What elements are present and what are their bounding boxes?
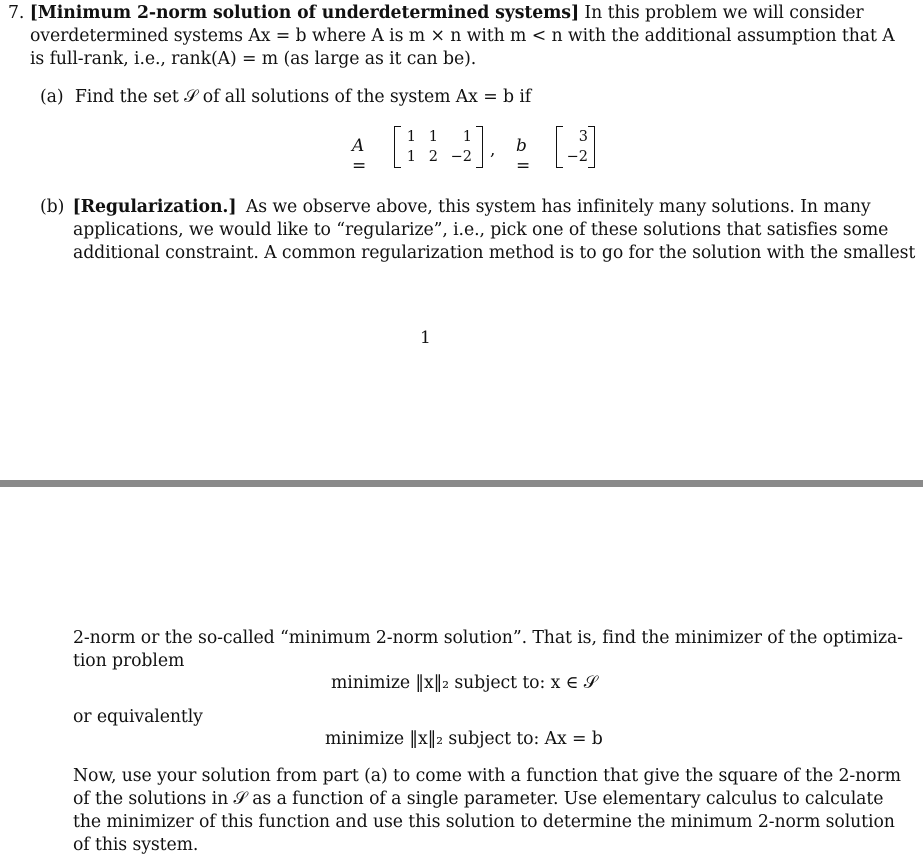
part-b-line-2: applications, we would like to “regularize”, i.e., pick one of these solutions that satisfies some — [73, 220, 889, 240]
matrix-a-cell: 1 — [406, 149, 416, 165]
matrix-a-cell: 2 — [428, 149, 438, 165]
optimization-equation-1: minimize ‖x‖₂ subject to: x ∈ 𝒮 — [331, 673, 597, 693]
part-b-heading — [40, 196, 871, 218]
vector-b-label: b = — [516, 136, 531, 176]
matrix-a-cell: 1 — [462, 129, 472, 145]
part-b-line-1: As we observe above, this system has infinitely many solutions. In many — [245, 197, 871, 217]
matrix-a-cell: −2 — [450, 149, 472, 165]
final-paragraph-line: of this system. — [73, 835, 199, 855]
optimization-equation-2: minimize ‖x‖₂ subject to: Ax = b — [325, 729, 603, 749]
matrix-a-right-bracket — [476, 126, 483, 168]
final-paragraph-line: Now, use your solution from part (a) to come with a function that give the square of the 2-norm — [73, 766, 901, 786]
continuation-line-2: tion problem — [73, 651, 185, 671]
final-paragraph-line: the minimizer of this function and use this solution to determine the minimum 2-norm solution — [73, 812, 895, 832]
part-b-line-3: additional constraint. A common regularization method is to go for the solution with the smallest — [73, 243, 916, 263]
problem-heading — [8, 2, 864, 24]
part-b-title: [Regularization.] — [72, 197, 237, 217]
or-equivalently-text: or equivalently — [73, 707, 203, 727]
part-a-prompt — [40, 86, 531, 108]
vector-b-cell: −2 — [566, 149, 588, 165]
problem-title: [Minimum 2-norm solution of underdetermined systems] — [29, 3, 580, 23]
vector-b-cell: 3 — [578, 129, 588, 145]
part-a-label: (a) — [40, 87, 64, 107]
part-b-label: (b) — [40, 197, 65, 217]
part-a-text: Find the set 𝒮 of all solutions of the system Ax = b if — [74, 87, 532, 107]
matrix-a-cell: 1 — [406, 129, 416, 145]
vector-b-right-bracket — [588, 126, 595, 168]
final-paragraph-line: of the solutions in 𝒮 as a function of a single parameter. Use elementary calculus to calculate — [73, 789, 884, 809]
intro-line-3: is full-rank, i.e., rank(A) = m (as large as it can be). — [30, 49, 477, 69]
matrix-a-cell: 1 — [428, 129, 438, 145]
continuation-line-1: 2-norm or the so-called “minimum 2-norm solution”. That is, find the minimizer of the optimiza- — [73, 628, 903, 648]
page-2 — [0, 487, 923, 859]
page-separator — [0, 480, 923, 487]
problem-number: 7. — [8, 3, 25, 23]
matrix-a-label: A = — [352, 136, 367, 176]
intro-line-2: overdetermined systems Ax = b where A is m × n with m < n with the additional assumption that A — [30, 26, 895, 46]
page-number: 1 — [420, 328, 431, 348]
matrix-separator-comma: , — [490, 140, 496, 160]
intro-line-1: In this problem we will consider — [584, 3, 864, 23]
